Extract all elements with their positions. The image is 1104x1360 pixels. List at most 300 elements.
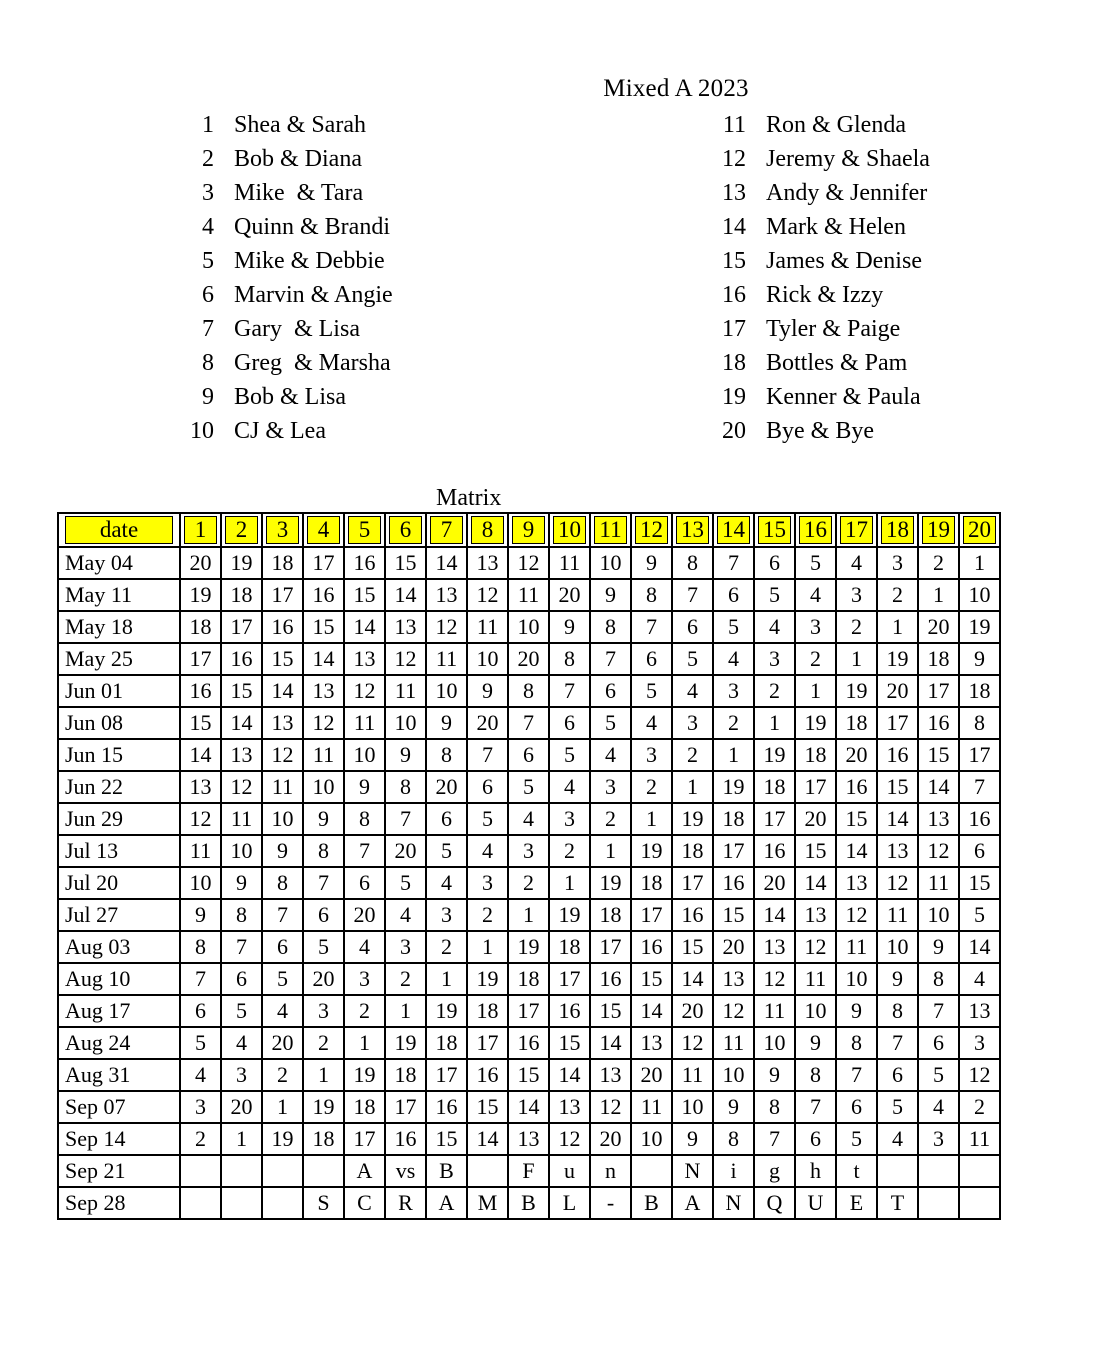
matrix-cell: 20: [344, 899, 385, 931]
matrix-cell: 19: [877, 643, 918, 675]
matrix-cell: 11: [467, 611, 508, 643]
matrix-row-date: May 04: [58, 547, 180, 579]
matrix-cell: 1: [221, 1123, 262, 1155]
matrix-row: [58, 931, 1000, 963]
matrix-header-court-4: [303, 513, 344, 547]
matrix-cell: 3: [426, 899, 467, 931]
matrix-cell: 8: [508, 675, 549, 707]
matrix-row-date: Sep 07: [58, 1091, 180, 1123]
matrix-cell: 16: [836, 771, 877, 803]
matrix-cell: 2: [672, 739, 713, 771]
matrix-cell: 3: [672, 707, 713, 739]
matrix-header-date: [58, 513, 180, 547]
matrix-header-court-label: 7: [430, 516, 463, 544]
matrix-row-date: Aug 17: [58, 995, 180, 1027]
matrix-cell: 17: [631, 899, 672, 931]
roster-item-name: Bye & Bye: [766, 418, 874, 444]
matrix-header-court-9: [508, 513, 549, 547]
matrix-cell: 6: [877, 1059, 918, 1091]
matrix-cell: 14: [672, 963, 713, 995]
matrix-cell: 12: [303, 707, 344, 739]
matrix-cell: 9: [467, 675, 508, 707]
matrix-cell: 4: [836, 547, 877, 579]
matrix-cell: 16: [426, 1091, 467, 1123]
matrix-header-court-label: 3: [266, 516, 299, 544]
matrix-header-court-2: [221, 513, 262, 547]
matrix-cell: 8: [180, 931, 221, 963]
matrix-cell: h: [795, 1155, 836, 1187]
matrix-cell: 4: [467, 835, 508, 867]
matrix-cell: 20: [180, 547, 221, 579]
matrix-cell: 2: [344, 995, 385, 1027]
matrix-cell-empty: [180, 1155, 221, 1187]
matrix-cell: 11: [672, 1059, 713, 1091]
matrix-header-court-10: [549, 513, 590, 547]
matrix-cell: 3: [754, 643, 795, 675]
matrix-row-date: Jul 20: [58, 867, 180, 899]
matrix-cell: 4: [426, 867, 467, 899]
matrix-header-court-label: 20: [963, 516, 996, 544]
matrix-cell: 19: [303, 1091, 344, 1123]
matrix-cell: 15: [713, 899, 754, 931]
matrix-row: [58, 995, 1000, 1027]
matrix-cell: S: [303, 1187, 344, 1219]
matrix-row: [58, 643, 1000, 675]
matrix-cell: 13: [221, 739, 262, 771]
matrix-header-court-18: [877, 513, 918, 547]
matrix-cell: 4: [344, 931, 385, 963]
matrix-cell: 3: [221, 1059, 262, 1091]
matrix-cell: 3: [959, 1027, 1000, 1059]
matrix-cell: 13: [877, 835, 918, 867]
matrix-cell: 4: [180, 1059, 221, 1091]
matrix-cell: 1: [508, 899, 549, 931]
matrix-cell: 14: [877, 803, 918, 835]
matrix-cell: 19: [836, 675, 877, 707]
matrix-cell: 1: [590, 835, 631, 867]
matrix-cell: 14: [262, 675, 303, 707]
matrix-cell: 8: [221, 899, 262, 931]
matrix-row-date: Aug 24: [58, 1027, 180, 1059]
matrix-cell: 18: [590, 899, 631, 931]
roster-item: [704, 142, 1104, 176]
matrix-cell: 14: [590, 1027, 631, 1059]
matrix-cell: 13: [754, 931, 795, 963]
matrix-cell: 19: [713, 771, 754, 803]
matrix-cell-empty: [467, 1155, 508, 1187]
matrix-cell: 11: [959, 1123, 1000, 1155]
roster-item-name: James & Denise: [766, 248, 922, 274]
matrix-cell: 3: [795, 611, 836, 643]
matrix-cell: 20: [426, 771, 467, 803]
matrix-cell-empty: [262, 1155, 303, 1187]
matrix-cell: 17: [467, 1027, 508, 1059]
matrix-cell: 17: [180, 643, 221, 675]
roster-item: [172, 210, 592, 244]
matrix-header-court-label: 2: [225, 516, 258, 544]
matrix-row: [58, 1123, 1000, 1155]
matrix-cell: 18: [631, 867, 672, 899]
roster-item: [172, 346, 592, 380]
matrix-cell: 6: [959, 835, 1000, 867]
matrix-cell: 20: [918, 611, 959, 643]
matrix-cell: 13: [918, 803, 959, 835]
roster-item: [704, 278, 1104, 312]
matrix-header-court-11: [590, 513, 631, 547]
matrix-cell: 19: [959, 611, 1000, 643]
matrix-cell: L: [549, 1187, 590, 1219]
matrix-header-court-label: 9: [512, 516, 545, 544]
matrix-cell: 11: [303, 739, 344, 771]
matrix-cell: 19: [590, 867, 631, 899]
matrix-cell: 4: [590, 739, 631, 771]
matrix-cell: 17: [959, 739, 1000, 771]
matrix-cell: 12: [672, 1027, 713, 1059]
matrix-cell: 4: [508, 803, 549, 835]
roster-item-name: Kenner & Paula: [766, 384, 921, 410]
matrix-cell: g: [754, 1155, 795, 1187]
matrix-cell: 1: [959, 547, 1000, 579]
matrix-cell: 16: [385, 1123, 426, 1155]
matrix-cell: 15: [836, 803, 877, 835]
matrix-cell-empty: [262, 1187, 303, 1219]
matrix-cell: 16: [221, 643, 262, 675]
matrix-cell: 12: [426, 611, 467, 643]
matrix-cell: 7: [672, 579, 713, 611]
roster-item-number: 20: [722, 418, 746, 444]
matrix-cell: 3: [877, 547, 918, 579]
roster-item: [172, 244, 592, 278]
matrix-cell: 9: [631, 547, 672, 579]
matrix-cell: 9: [795, 1027, 836, 1059]
matrix-cell: 6: [549, 707, 590, 739]
matrix-cell: 8: [426, 739, 467, 771]
roster-item-name: Mark & Helen: [766, 214, 906, 240]
matrix-cell: 8: [672, 547, 713, 579]
matrix-cell: 19: [754, 739, 795, 771]
matrix-cell: 7: [385, 803, 426, 835]
matrix-cell: 18: [385, 1059, 426, 1091]
roster-item-number: 6: [202, 282, 214, 308]
matrix-cell: 16: [877, 739, 918, 771]
matrix-cell: 20: [221, 1091, 262, 1123]
matrix-header-row: [58, 513, 1000, 547]
matrix-cell: 15: [426, 1123, 467, 1155]
matrix-cell: 20: [713, 931, 754, 963]
matrix-cell: A: [344, 1155, 385, 1187]
roster-item-number: 15: [722, 248, 746, 274]
matrix-cell: 4: [795, 579, 836, 611]
matrix-cell: 19: [508, 931, 549, 963]
matrix-cell: 6: [180, 995, 221, 1027]
matrix-cell: 11: [385, 675, 426, 707]
matrix-cell: 1: [877, 611, 918, 643]
matrix-row: [58, 899, 1000, 931]
matrix-cell-empty: [221, 1187, 262, 1219]
matrix-cell: 12: [180, 803, 221, 835]
matrix-cell: 6: [262, 931, 303, 963]
roster-item-name: Shea & Sarah: [234, 112, 366, 138]
matrix-cell: 3: [713, 675, 754, 707]
matrix-cell: 14: [180, 739, 221, 771]
roster-item: [172, 142, 592, 176]
matrix-cell: 16: [549, 995, 590, 1027]
matrix-cell: 17: [426, 1059, 467, 1091]
matrix-cell: 5: [385, 867, 426, 899]
matrix-cell: vs: [385, 1155, 426, 1187]
matrix-cell: 15: [672, 931, 713, 963]
matrix-cell: 17: [221, 611, 262, 643]
matrix-cell: 1: [262, 1091, 303, 1123]
matrix-cell: 6: [631, 643, 672, 675]
matrix-cell: 14: [467, 1123, 508, 1155]
matrix-cell: 11: [795, 963, 836, 995]
matrix-cell: 9: [344, 771, 385, 803]
roster-item: [704, 380, 1104, 414]
matrix-cell: 17: [877, 707, 918, 739]
matrix-cell: 14: [221, 707, 262, 739]
matrix-cell: A: [672, 1187, 713, 1219]
matrix-cell: 20: [795, 803, 836, 835]
matrix-row: [58, 611, 1000, 643]
roster-item-number: 10: [190, 418, 214, 444]
roster-item: [172, 312, 592, 346]
matrix-header-court-14: [713, 513, 754, 547]
matrix-cell: 7: [180, 963, 221, 995]
matrix-cell: 18: [959, 675, 1000, 707]
matrix-cell: 17: [508, 995, 549, 1027]
roster-item-name: Bottles & Pam: [766, 350, 908, 376]
roster-item-number: 18: [722, 350, 746, 376]
matrix-cell: 20: [754, 867, 795, 899]
matrix-cell: 5: [221, 995, 262, 1027]
matrix-cell: 18: [672, 835, 713, 867]
matrix-header-court-19: [918, 513, 959, 547]
matrix-cell: 10: [631, 1123, 672, 1155]
matrix-cell: 2: [303, 1027, 344, 1059]
matrix-header-court-label: 5: [348, 516, 381, 544]
matrix-cell: 8: [713, 1123, 754, 1155]
matrix-cell: 5: [795, 547, 836, 579]
matrix-cell: 3: [631, 739, 672, 771]
matrix-cell: 11: [713, 1027, 754, 1059]
matrix-cell: 5: [631, 675, 672, 707]
matrix-cell: 8: [549, 643, 590, 675]
matrix-cell: 13: [467, 547, 508, 579]
schedule-matrix-table: [57, 512, 1001, 1220]
matrix-cell: 5: [303, 931, 344, 963]
matrix-cell: 10: [836, 963, 877, 995]
matrix-cell: 19: [262, 1123, 303, 1155]
matrix-cell: 18: [754, 771, 795, 803]
roster-item-name: Marvin & Angie: [234, 282, 393, 308]
matrix-cell: 15: [221, 675, 262, 707]
matrix-cell: 1: [426, 963, 467, 995]
matrix-cell: 16: [180, 675, 221, 707]
matrix-row-date: Aug 03: [58, 931, 180, 963]
roster-item-name: Ron & Glenda: [766, 112, 906, 138]
roster-item-number: 1: [202, 112, 214, 138]
matrix-cell: 9: [303, 803, 344, 835]
matrix-cell: 13: [713, 963, 754, 995]
matrix-cell: 4: [221, 1027, 262, 1059]
matrix-cell: 2: [713, 707, 754, 739]
matrix-row-date: Jul 13: [58, 835, 180, 867]
matrix-row: [58, 867, 1000, 899]
matrix-row: [58, 771, 1000, 803]
matrix-cell: 7: [918, 995, 959, 1027]
matrix-cell: 20: [590, 1123, 631, 1155]
matrix-cell: 20: [385, 835, 426, 867]
matrix-cell: 14: [754, 899, 795, 931]
matrix-header-court-20: [959, 513, 1000, 547]
matrix-row-date: Aug 10: [58, 963, 180, 995]
matrix-cell: 13: [590, 1059, 631, 1091]
matrix-cell: 1: [467, 931, 508, 963]
matrix-cell: 12: [795, 931, 836, 963]
matrix-cell: 18: [467, 995, 508, 1027]
roster-item-number: 9: [202, 384, 214, 410]
matrix-cell-empty: [877, 1155, 918, 1187]
matrix-cell: 18: [795, 739, 836, 771]
roster-item: [704, 414, 1104, 448]
matrix-cell: 12: [959, 1059, 1000, 1091]
matrix-cell: 8: [959, 707, 1000, 739]
roster-item: [704, 312, 1104, 346]
matrix-cell: U: [795, 1187, 836, 1219]
roster-item: [704, 108, 1104, 142]
matrix-row-date: Jun 08: [58, 707, 180, 739]
matrix-header-court-label: 10: [553, 516, 586, 544]
matrix-cell: 10: [959, 579, 1000, 611]
roster-item-number: 17: [722, 316, 746, 342]
roster-item-number: 8: [202, 350, 214, 376]
matrix-cell-empty: [959, 1155, 1000, 1187]
matrix-cell: 20: [672, 995, 713, 1027]
matrix-header-court-label: 19: [922, 516, 955, 544]
matrix-cell: 20: [549, 579, 590, 611]
matrix-cell: 16: [713, 867, 754, 899]
matrix-header-court-16: [795, 513, 836, 547]
matrix-cell: 1: [385, 995, 426, 1027]
matrix-cell-empty: [303, 1155, 344, 1187]
matrix-cell: 5: [508, 771, 549, 803]
matrix-row-date: Sep 28: [58, 1187, 180, 1219]
matrix-cell: 17: [344, 1123, 385, 1155]
matrix-cell: 11: [180, 835, 221, 867]
matrix-cell: 10: [221, 835, 262, 867]
matrix-cell: 5: [549, 739, 590, 771]
matrix-cell: 12: [385, 643, 426, 675]
matrix-cell: 6: [303, 899, 344, 931]
matrix-header-court-1: [180, 513, 221, 547]
matrix-cell: 3: [549, 803, 590, 835]
matrix-cell: 2: [918, 547, 959, 579]
matrix-cell: 6: [754, 547, 795, 579]
matrix-header-court-label: 1: [184, 516, 217, 544]
matrix-cell: 4: [549, 771, 590, 803]
roster-item-name: Tyler & Paige: [766, 316, 901, 342]
matrix-cell: 17: [672, 867, 713, 899]
matrix-cell: 16: [754, 835, 795, 867]
matrix-cell: 6: [795, 1123, 836, 1155]
matrix-cell: 6: [836, 1091, 877, 1123]
matrix-cell: 8: [918, 963, 959, 995]
matrix-cell: 11: [836, 931, 877, 963]
matrix-cell: 4: [877, 1123, 918, 1155]
matrix-cell: 4: [754, 611, 795, 643]
matrix-cell: 9: [221, 867, 262, 899]
matrix-cell: 5: [918, 1059, 959, 1091]
matrix-cell: 7: [262, 899, 303, 931]
matrix-cell: 11: [344, 707, 385, 739]
matrix-cell: 14: [508, 1091, 549, 1123]
matrix-table-container: [57, 512, 1001, 1220]
matrix-cell: 19: [426, 995, 467, 1027]
matrix-cell: 20: [508, 643, 549, 675]
matrix-cell: 16: [590, 963, 631, 995]
matrix-row-date: Jul 27: [58, 899, 180, 931]
matrix-cell: 17: [385, 1091, 426, 1123]
roster-item: [172, 108, 592, 142]
matrix-cell: 15: [590, 995, 631, 1027]
matrix-cell: 7: [795, 1091, 836, 1123]
matrix-cell: 9: [426, 707, 467, 739]
matrix-header-court-label: 11: [594, 516, 627, 544]
matrix-cell: 2: [836, 611, 877, 643]
matrix-header-court-3: [262, 513, 303, 547]
matrix-cell: 19: [549, 899, 590, 931]
matrix-cell: 1: [672, 771, 713, 803]
matrix-cell: 7: [754, 1123, 795, 1155]
matrix-row: [58, 1091, 1000, 1123]
matrix-cell: A: [426, 1187, 467, 1219]
matrix-cell: 9: [672, 1123, 713, 1155]
matrix-cell: 9: [549, 611, 590, 643]
matrix-row-date: Jun 01: [58, 675, 180, 707]
matrix-cell: 15: [795, 835, 836, 867]
matrix-row-date: May 18: [58, 611, 180, 643]
matrix-cell: 12: [754, 963, 795, 995]
matrix-cell: 7: [549, 675, 590, 707]
matrix-cell: 11: [549, 547, 590, 579]
matrix-cell: C: [344, 1187, 385, 1219]
matrix-cell: 16: [262, 611, 303, 643]
matrix-cell: 10: [262, 803, 303, 835]
matrix-cell: 1: [631, 803, 672, 835]
matrix-cell: 19: [221, 547, 262, 579]
matrix-cell: 4: [959, 963, 1000, 995]
matrix-cell: 6: [221, 963, 262, 995]
matrix-cell: 14: [385, 579, 426, 611]
matrix-cell: 10: [344, 739, 385, 771]
matrix-cell: 8: [344, 803, 385, 835]
matrix-header-court-label: 18: [881, 516, 914, 544]
roster-item-number: 5: [202, 248, 214, 274]
matrix-cell: t: [836, 1155, 877, 1187]
matrix-cell: 14: [426, 547, 467, 579]
matrix-cell: 9: [877, 963, 918, 995]
matrix-cell: 13: [836, 867, 877, 899]
matrix-header-court-label: 13: [676, 516, 709, 544]
matrix-cell: 9: [836, 995, 877, 1027]
matrix-cell: 9: [262, 835, 303, 867]
matrix-cell: 10: [508, 611, 549, 643]
matrix-cell: 8: [877, 995, 918, 1027]
matrix-cell: 5: [877, 1091, 918, 1123]
matrix-cell: 3: [385, 931, 426, 963]
matrix-cell: 11: [426, 643, 467, 675]
